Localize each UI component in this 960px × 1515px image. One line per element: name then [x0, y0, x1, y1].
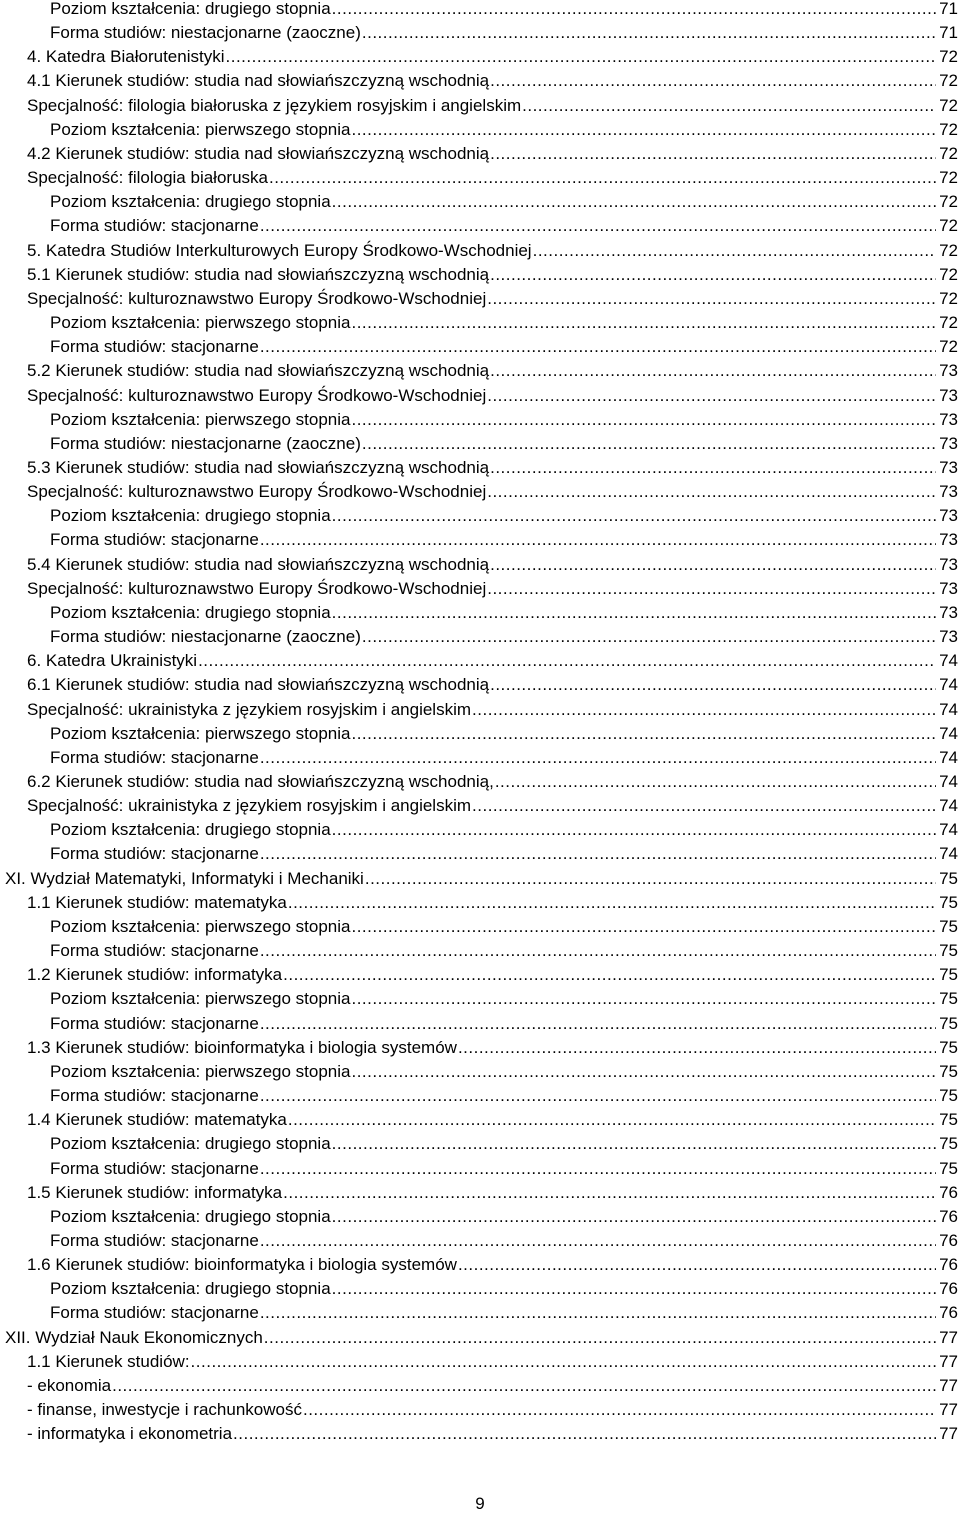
toc-entry-page: 71: [939, 0, 958, 18]
toc-entry-page: 74: [939, 651, 958, 671]
toc-dot-leader: [495, 773, 936, 791]
toc-entry-page: 74: [939, 723, 958, 743]
toc-entry-page: 74: [939, 772, 958, 791]
toc-entry[interactable]: [0, 290, 960, 314]
toc-entry-label: 5.4 Kierunek studiów: studia nad słowiańszczyzną wschodnią: [27, 554, 490, 574]
toc-entry-page: 73: [939, 385, 958, 405]
toc-entry[interactable]: [0, 411, 960, 435]
toc-entry-page: 77: [939, 1375, 958, 1395]
toc-dot-leader: [332, 1135, 936, 1153]
toc-dot-leader: [260, 217, 936, 235]
toc-dot-leader: [332, 0, 936, 18]
toc-entry-label: Forma studiów: stacjonarne: [50, 1013, 259, 1033]
toc-entry-page: 73: [939, 361, 958, 381]
toc-dot-leader: [487, 483, 936, 501]
toc-entry[interactable]: [0, 701, 960, 725]
toc-entry-page: 77: [939, 1400, 958, 1420]
toc-entry-label: 4.2 Kierunek studiów: studia nad słowiańszczyzną wschodnią: [27, 143, 490, 163]
toc-dot-leader: [283, 1184, 936, 1202]
toc-entry-page: 77: [939, 1424, 958, 1444]
toc-entry-page: 72: [939, 264, 958, 284]
toc-entry[interactable]: [0, 1111, 960, 1135]
toc-entry-label: Poziom kształcenia: drugiego stopnia: [50, 1134, 331, 1154]
toc-entry[interactable]: [0, 1063, 960, 1087]
toc-entry-page: 72: [939, 240, 958, 260]
toc-entry[interactable]: [0, 1304, 960, 1328]
toc-entry[interactable]: [0, 483, 960, 507]
toc-dot-leader: [351, 990, 936, 1008]
toc-entry[interactable]: [0, 1232, 960, 1256]
toc-dot-leader: [226, 48, 937, 66]
toc-entry[interactable]: [0, 845, 960, 869]
toc-entry[interactable]: [0, 580, 960, 604]
toc-entry-page: 72: [939, 95, 958, 115]
toc-entry-label: 1.4 Kierunek studiów: matematyka: [27, 1110, 287, 1130]
toc-entry-page: 76: [939, 1303, 958, 1323]
toc-entry[interactable]: [0, 0, 960, 24]
toc-entry[interactable]: [0, 1256, 960, 1280]
toc-entry[interactable]: [0, 1425, 960, 1449]
toc-dot-leader: [487, 580, 936, 598]
toc-dot-leader: [332, 604, 936, 622]
toc-entry[interactable]: [0, 1160, 960, 1184]
toc-entry[interactable]: [0, 797, 960, 821]
toc-entry[interactable]: [0, 242, 960, 266]
toc-entry-page: 75: [939, 868, 958, 888]
toc-entry-label: Specjalność: kulturoznawstwo Europy Środkowo-Wschodniej: [27, 288, 487, 308]
toc-entry-label: 1.6 Kierunek studiów: bioinformatyka i biologia systemów: [27, 1255, 457, 1275]
toc-entry-page: 76: [939, 1279, 958, 1299]
toc-entry-label: 1.5 Kierunek studiów: informatyka: [27, 1182, 283, 1202]
toc-entry-label: Forma studiów: stacjonarne: [50, 941, 259, 961]
toc-entry[interactable]: [0, 193, 960, 217]
toc-entry-label: 5. Katedra Studiów Interkulturowych Europy Środkowo-Wschodniej: [27, 240, 532, 260]
toc-dot-leader: [260, 1232, 936, 1250]
toc-entry-page: 76: [939, 1206, 958, 1226]
toc-entry[interactable]: [0, 556, 960, 580]
toc-dot-leader: [269, 169, 936, 187]
toc-dot-leader: [260, 1304, 936, 1322]
toc-entry-label: - ekonomia: [27, 1375, 112, 1395]
toc-entry-label: 5.1 Kierunek studiów: studia nad słowiańszczyzną wschodnią: [27, 264, 490, 284]
toc-entry-label: Poziom kształcenia: drugiego stopnia: [50, 602, 331, 622]
toc-dot-leader: [260, 531, 936, 549]
toc-entry-page: 75: [939, 965, 958, 985]
toc-dot-leader: [233, 1425, 936, 1443]
toc-entry-label: 4.1 Kierunek studiów: studia nad słowiańszczyzną wschodnią: [27, 71, 490, 91]
toc-entry[interactable]: [0, 507, 960, 531]
toc-entry-page: 74: [939, 699, 958, 719]
toc-dot-leader: [112, 1377, 936, 1395]
toc-entry[interactable]: [0, 942, 960, 966]
toc-entry[interactable]: [0, 435, 960, 459]
toc-entry-page: 72: [939, 47, 958, 67]
toc-entry-page: 73: [939, 578, 958, 598]
toc-dot-leader: [533, 242, 936, 260]
toc-entry-page: 72: [939, 168, 958, 188]
toc-entry-page: 75: [939, 941, 958, 961]
toc-dot-leader: [303, 1401, 936, 1419]
toc-entry-label: Poziom kształcenia: pierwszego stopnia: [50, 119, 351, 139]
toc-entry-page: 76: [939, 1255, 958, 1275]
toc-entry-label: Poziom kształcenia: pierwszego stopnia: [50, 1061, 351, 1081]
toc-entry-page: 75: [939, 1158, 958, 1178]
toc-entry-label: 1.2 Kierunek studiów: informatyka: [27, 965, 283, 985]
toc-dot-leader: [490, 676, 936, 694]
toc-dot-leader: [332, 1280, 936, 1298]
toc-entry-page: 74: [939, 844, 958, 864]
toc-entry-page: 77: [939, 1351, 958, 1371]
toc-entry-label: Forma studiów: stacjonarne: [50, 844, 259, 864]
toc-entry[interactable]: [0, 725, 960, 749]
toc-entry-page: 72: [939, 143, 958, 163]
toc-dot-leader: [472, 797, 936, 815]
toc-entry-label: Poziom kształcenia: pierwszego stopnia: [50, 916, 351, 936]
toc-entry-label: Poziom kształcenia: drugiego stopnia: [50, 1206, 331, 1226]
toc-entry-page: 76: [939, 1182, 958, 1202]
toc-entry[interactable]: [0, 266, 960, 290]
toc-entry-label: Specjalność: kulturoznawstwo Europy Środkowo-Wschodniej: [27, 482, 487, 502]
toc-entry-page: 73: [939, 482, 958, 502]
toc-entry[interactable]: [0, 966, 960, 990]
toc-entry-label: Forma studiów: stacjonarne: [50, 1303, 259, 1323]
toc-entry[interactable]: [0, 1401, 960, 1425]
toc-entry-page: 72: [939, 192, 958, 212]
toc-entry-label: Poziom kształcenia: drugiego stopnia: [50, 820, 331, 840]
toc-entry-page: 72: [939, 71, 958, 91]
toc-dot-leader: [260, 749, 936, 767]
toc-entry-label: Specjalność: kulturoznawstwo Europy Środkowo-Wschodniej: [27, 578, 487, 598]
toc-entry-page: 75: [939, 1134, 958, 1154]
toc-entry[interactable]: [0, 338, 960, 362]
toc-entry-label: Poziom kształcenia: drugiego stopnia: [50, 0, 331, 18]
toc-entry[interactable]: [0, 459, 960, 483]
toc-entry[interactable]: [0, 1135, 960, 1159]
toc-entry[interactable]: [0, 894, 960, 918]
toc-entry[interactable]: [0, 97, 960, 121]
toc-entry-label: 6. Katedra Ukrainistyki: [27, 651, 198, 671]
toc-entry-page: 75: [939, 892, 958, 912]
toc-entry[interactable]: [0, 676, 960, 700]
toc-dot-leader: [351, 1063, 936, 1081]
toc-dot-leader: [264, 1329, 936, 1347]
toc-entry-page: 75: [939, 989, 958, 1009]
toc-dot-leader: [283, 966, 936, 984]
toc-dot-leader: [472, 701, 936, 719]
page-number: 9: [475, 1494, 485, 1513]
toc-entry-label: 1.1 Kierunek studiów:: [27, 1351, 190, 1371]
toc-entry-page: 76: [939, 1230, 958, 1250]
toc-entry-page: 73: [939, 433, 958, 453]
toc-dot-leader: [288, 1111, 936, 1129]
toc-entry-page: 74: [939, 747, 958, 767]
toc-entry-label: Forma studiów: stacjonarne: [50, 530, 259, 550]
toc-entry-page: 73: [939, 554, 958, 574]
toc-entry-page: 75: [939, 1037, 958, 1057]
toc-entry-label: Forma studiów: stacjonarne: [50, 337, 259, 357]
toc-entry-page: 74: [939, 796, 958, 816]
toc-dot-leader: [260, 1160, 936, 1178]
toc-entry-label: Forma studiów: niestacjonarne (zaoczne): [50, 627, 361, 647]
toc-dot-leader: [332, 821, 936, 839]
toc-dot-leader: [198, 652, 936, 670]
toc-dot-leader: [362, 24, 936, 42]
toc-entry-label: XI. Wydział Matematyki, Informatyki i Mechaniki: [5, 868, 364, 888]
toc-entry-page: 73: [939, 627, 958, 647]
toc-dot-leader: [260, 1087, 936, 1105]
toc-entry-page: 75: [939, 1086, 958, 1106]
toc-entry[interactable]: [0, 145, 960, 169]
toc-dot-leader: [191, 1353, 937, 1371]
toc-entry[interactable]: [0, 72, 960, 96]
toc-entry-page: 73: [939, 602, 958, 622]
toc-entry[interactable]: [0, 604, 960, 628]
toc-entry-page: 77: [939, 1327, 958, 1347]
toc-dot-leader: [487, 290, 936, 308]
toc-entry-page: 72: [939, 313, 958, 333]
toc-dot-leader: [458, 1039, 936, 1057]
toc-dot-leader: [490, 362, 936, 380]
toc-dot-leader: [260, 942, 936, 960]
toc-entry-page: 74: [939, 820, 958, 840]
toc-entry-page: 71: [939, 23, 958, 43]
toc-dot-leader: [288, 894, 936, 912]
toc-entry-label: Specjalność: ukrainistyka z językiem rosyjskim i angielskim: [27, 699, 472, 719]
toc-entry[interactable]: [0, 217, 960, 241]
toc-entry[interactable]: [0, 362, 960, 386]
toc-dot-leader: [260, 1015, 936, 1033]
toc-entry-label: Forma studiów: stacjonarne: [50, 216, 259, 236]
toc-entry-page: 75: [939, 916, 958, 936]
toc-entry-label: 6.1 Kierunek studiów: studia nad słowiańszczyzną wschodnią: [27, 675, 490, 695]
toc-entry-label: Specjalność: filologia białoruska z językiem rosyjskim i angielskim: [27, 95, 522, 115]
toc-entry-label: Poziom kształcenia: drugiego stopnia: [50, 1279, 331, 1299]
toc-dot-leader: [260, 845, 936, 863]
toc-dot-leader: [458, 1256, 936, 1274]
toc-entry[interactable]: [0, 24, 960, 48]
toc-entry-page: 73: [939, 506, 958, 526]
toc-dot-leader: [351, 121, 936, 139]
toc-entry-label: Forma studiów: niestacjonarne (zaoczne): [50, 23, 361, 43]
toc-entry[interactable]: [0, 387, 960, 411]
toc-entry[interactable]: [0, 918, 960, 942]
toc-entry-page: 73: [939, 409, 958, 429]
toc-entry[interactable]: [0, 531, 960, 555]
toc-entry-page: 73: [939, 530, 958, 550]
toc-entry-page: 72: [939, 216, 958, 236]
toc-entry-label: Poziom kształcenia: pierwszego stopnia: [50, 409, 351, 429]
toc-entry-label: 4. Katedra Białorutenistyki: [27, 47, 225, 67]
toc-entry-label: Poziom kształcenia: pierwszego stopnia: [50, 723, 351, 743]
toc-dot-leader: [365, 870, 936, 888]
toc-entry[interactable]: [0, 1329, 960, 1353]
toc-entry[interactable]: [0, 652, 960, 676]
toc-dot-leader: [260, 338, 936, 356]
toc-entry-label: Forma studiów: stacjonarne: [50, 1230, 259, 1250]
toc-entry[interactable]: [0, 1015, 960, 1039]
toc-dot-leader: [362, 435, 936, 453]
toc-entry[interactable]: [0, 48, 960, 72]
toc-dot-leader: [351, 314, 936, 332]
toc-dot-leader: [490, 72, 936, 90]
toc-entry-label: 5.3 Kierunek studiów: studia nad słowiańszczyzną wschodnią: [27, 457, 490, 477]
toc-dot-leader: [351, 411, 936, 429]
toc-entry-page: 72: [939, 288, 958, 308]
toc-entry-page: 75: [939, 1110, 958, 1130]
toc-dot-leader: [487, 387, 936, 405]
toc-entry-page: 75: [939, 1061, 958, 1081]
toc-entry-label: Specjalność: kulturoznawstwo Europy Środkowo-Wschodniej: [27, 385, 487, 405]
toc-entry-label: - finanse, inwestycje i rachunkowość: [27, 1400, 302, 1420]
toc-entry-label: 1.1 Kierunek studiów: matematyka: [27, 892, 287, 912]
toc-entry-label: XII. Wydział Nauk Ekonomicznych: [5, 1327, 263, 1347]
toc-dot-leader: [522, 97, 936, 115]
toc-entry[interactable]: [0, 1087, 960, 1111]
toc-entry-label: Forma studiów: stacjonarne: [50, 1086, 259, 1106]
toc-entry[interactable]: [0, 821, 960, 845]
toc-entry-label: - informatyka i ekonometria: [27, 1424, 233, 1444]
toc-entry-label: 6.2 Kierunek studiów: studia nad słowiańszczyzną wschodnią,: [27, 772, 494, 791]
toc-entry-label: Poziom kształcenia: pierwszego stopnia: [50, 313, 351, 333]
toc-entry-label: 5.2 Kierunek studiów: studia nad słowiańszczyzną wschodnią: [27, 361, 490, 381]
toc-entry-label: Poziom kształcenia: drugiego stopnia: [50, 506, 331, 526]
toc-dot-leader: [332, 507, 936, 525]
toc-entry-page: 74: [939, 675, 958, 695]
toc-entry[interactable]: [0, 314, 960, 338]
toc-entry[interactable]: [0, 1353, 960, 1377]
toc-entry-label: Poziom kształcenia: pierwszego stopnia: [50, 989, 351, 1009]
toc-entry[interactable]: [0, 749, 960, 773]
toc-dot-leader: [351, 918, 936, 936]
toc-entry[interactable]: [0, 1208, 960, 1232]
toc-entry-page: 73: [939, 457, 958, 477]
toc-entry[interactable]: [0, 121, 960, 145]
toc-entry[interactable]: [0, 1377, 960, 1401]
toc-entry[interactable]: [0, 870, 960, 894]
toc-entry[interactable]: [0, 1280, 960, 1304]
toc-dot-leader: [490, 266, 936, 284]
toc-dot-leader: [362, 628, 936, 646]
toc-entry-label: Specjalność: ukrainistyka z językiem rosyjskim i angielskim: [27, 796, 472, 816]
toc-entry[interactable]: [0, 1039, 960, 1063]
toc-entry[interactable]: [0, 773, 960, 797]
toc-entry-label: 1.3 Kierunek studiów: bioinformatyka i biologia systemów: [27, 1037, 457, 1057]
toc-entry[interactable]: [0, 990, 960, 1014]
toc-entry[interactable]: [0, 1184, 960, 1208]
toc-dot-leader: [332, 193, 936, 211]
toc-entry[interactable]: [0, 169, 960, 193]
toc-entry[interactable]: [0, 628, 960, 652]
toc-entry-page: 75: [939, 1013, 958, 1033]
toc-entry-label: Forma studiów: stacjonarne: [50, 747, 259, 767]
toc-dot-leader: [490, 556, 936, 574]
toc-entry-page: 72: [939, 337, 958, 357]
toc-dot-leader: [332, 1208, 936, 1226]
toc-dot-leader: [351, 725, 936, 743]
toc-entry-label: Poziom kształcenia: drugiego stopnia: [50, 192, 331, 212]
toc-dot-leader: [490, 145, 936, 163]
toc-entry-label: Forma studiów: niestacjonarne (zaoczne): [50, 433, 361, 453]
toc-entry-page: 72: [939, 119, 958, 139]
toc-entry-label: Forma studiów: stacjonarne: [50, 1158, 259, 1178]
toc-entry-label: Specjalność: filologia białoruska: [27, 168, 268, 188]
toc-dot-leader: [490, 459, 936, 477]
